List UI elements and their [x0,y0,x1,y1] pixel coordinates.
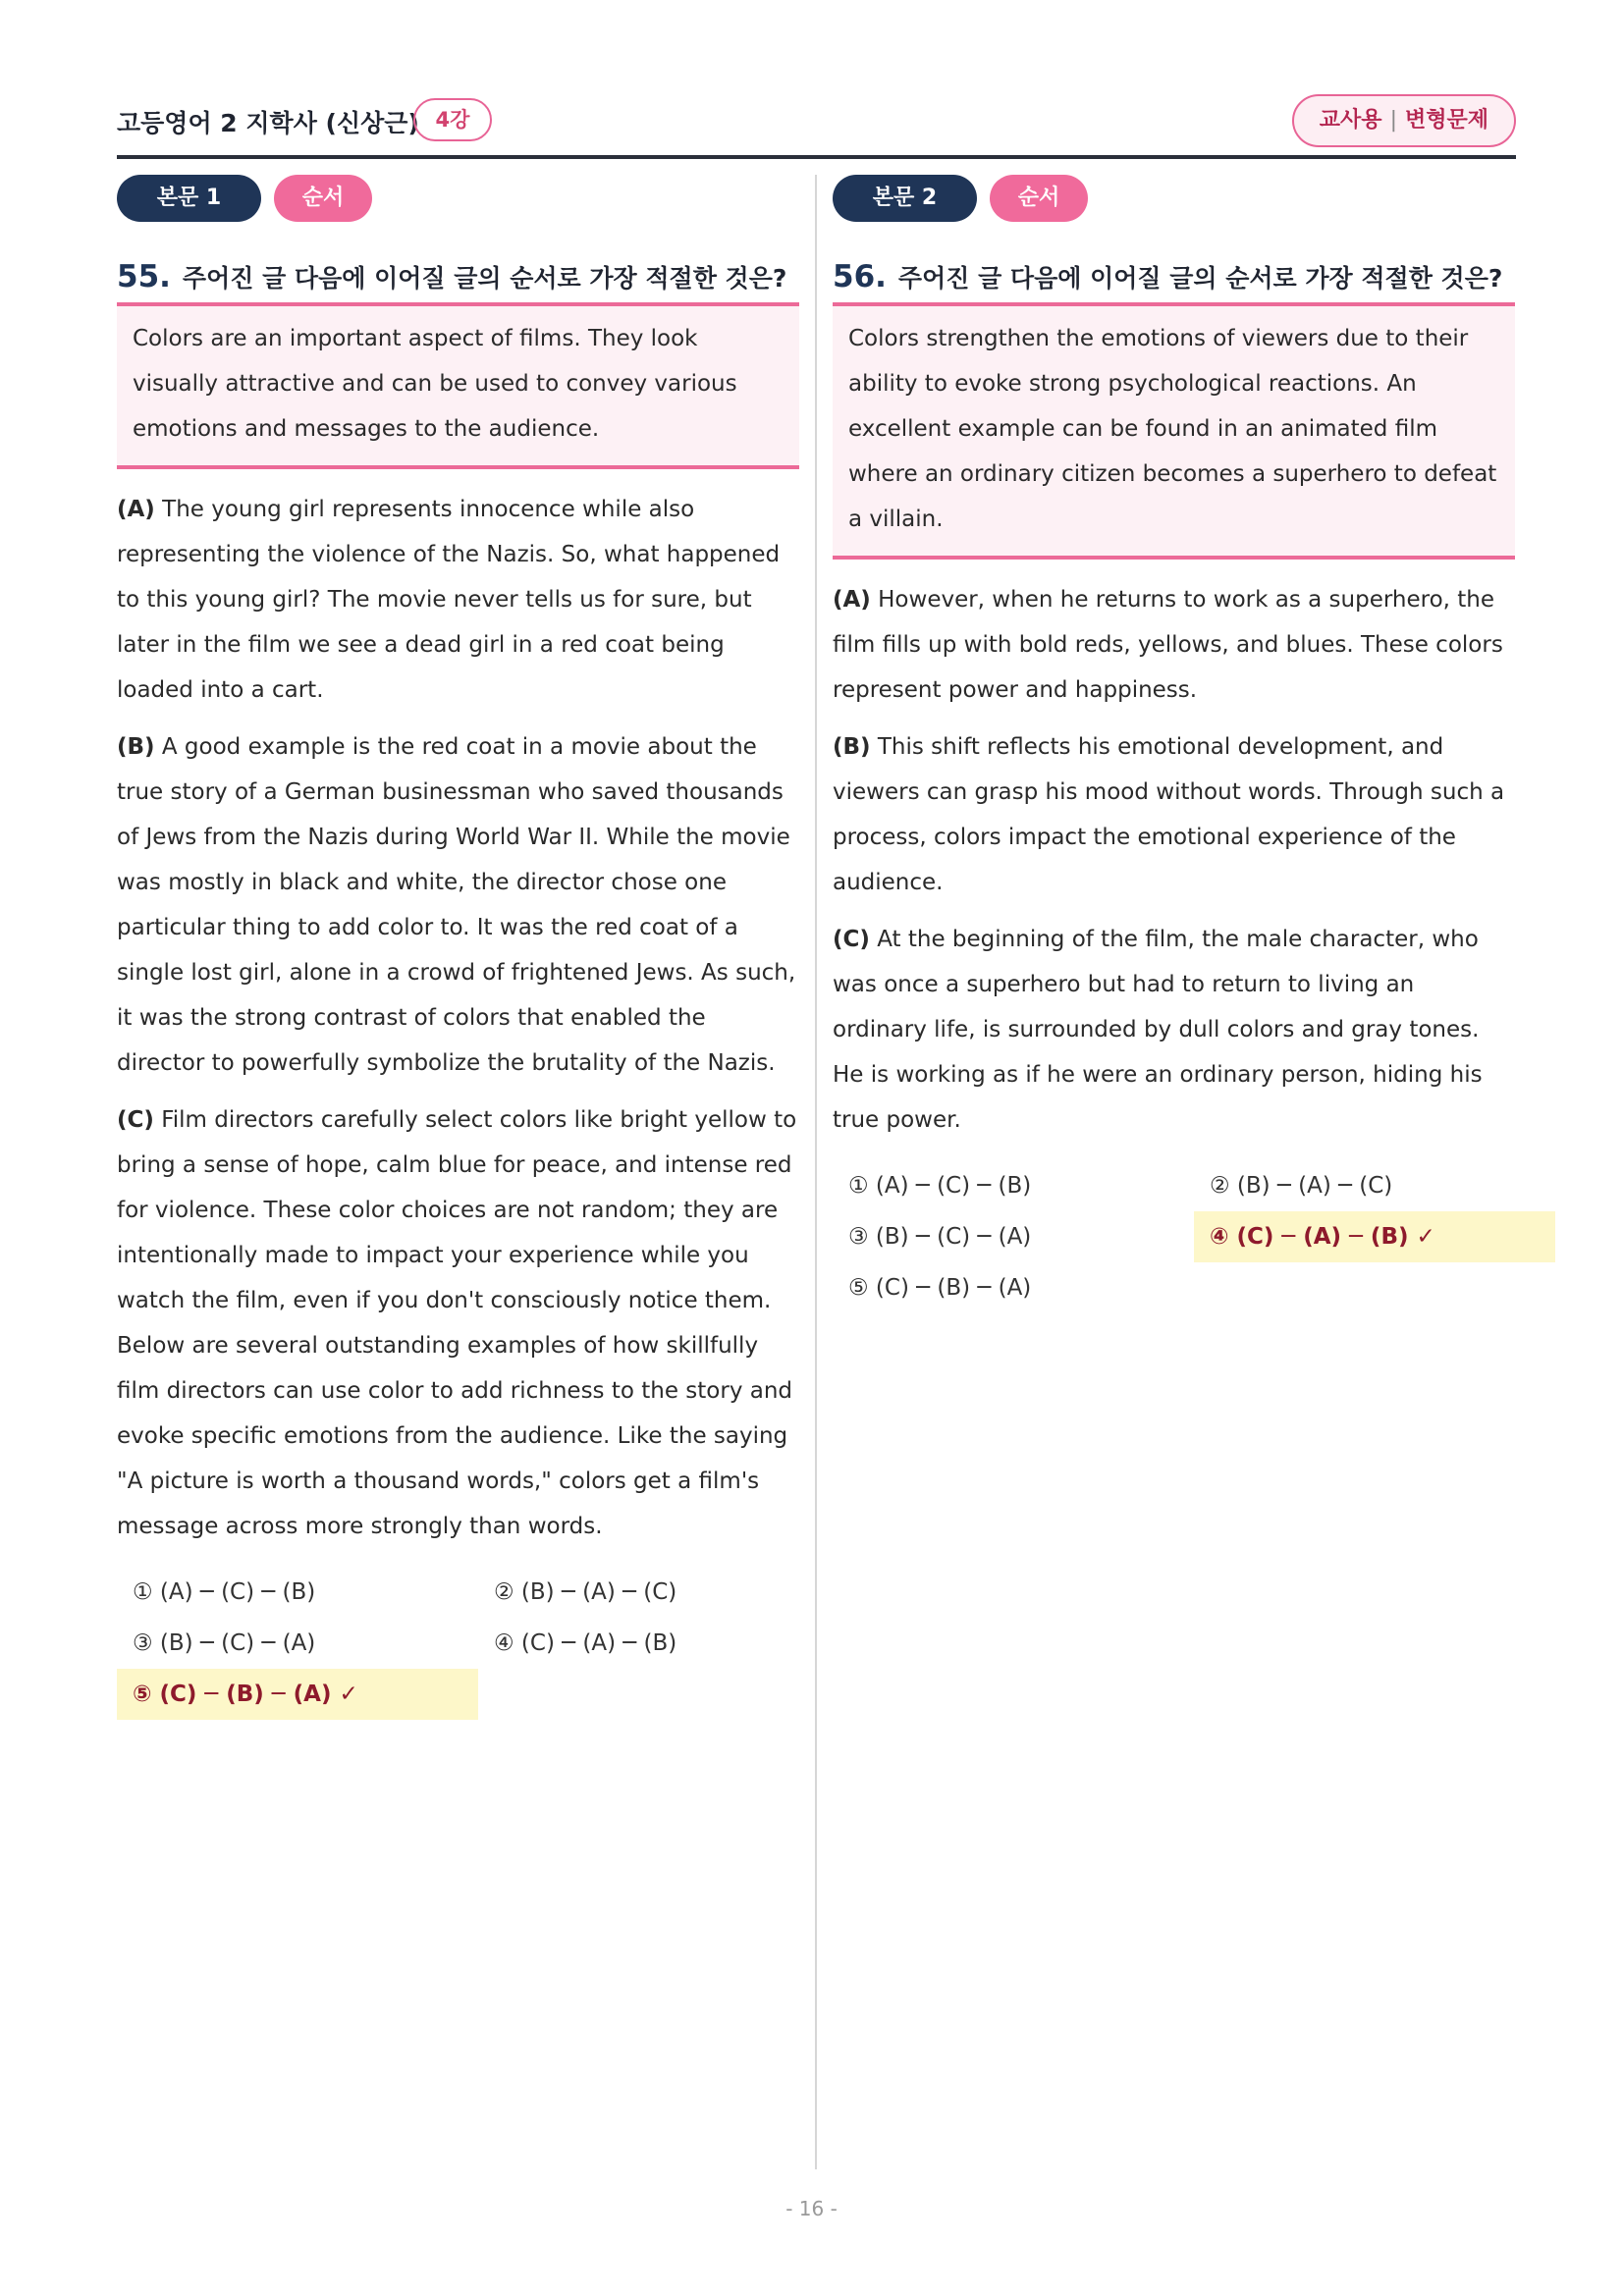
paragraph-a [833,577,1515,713]
choice-2[interactable]: ② (B) ─ (A) ─ (C) [494,1579,677,1605]
paragraph-a [117,487,799,713]
paragraph-c [117,1097,799,1549]
paragraph-text: However, when he returns to work as a superhero, the film fills up with bold reds, yellows, and blues. These colors represent power and happiness. [833,587,1503,703]
category-pill: 순서 [274,175,372,222]
section-tags [833,175,1515,222]
paragraph-text: Film directors carefully select colors like bright yellow to bring a sense of hope, calm blue for peace, and intense red for violence. These color choices are not random; they are intentionally made to impact your experience while you watch the film, even if you don't consciously notice them. Below are several outstanding examples of how skillfully film directors can use color to add richness to the story and evoke specific emotions from the audience. Like the saying "A picture is worth a thousand words," colors get a film's message across more strongly than words. [117,1107,797,1539]
question-56 [833,175,1515,1313]
choice-5[interactable]: ⑤ (C) ─ (B) ─ (A) [848,1275,1032,1301]
given-passage: Colors strengthen the emotions of viewers due to their ability to evoke strong psychological reactions. An excellent example can be found in an animated film where an ordinary citizen becomes a superhero to defeat a villain. [833,302,1515,560]
section-pill: 본문 2 [833,175,977,222]
section-pill: 본문 1 [117,175,261,222]
question-number: 55. [117,259,171,294]
question-prompt: 주어진 글 다음에 이어질 글의 순서로 가장 적절한 것은? [897,264,1503,293]
choice-5-correct[interactable]: ⑤ (C) ─ (B) ─ (A) ✓ [117,1669,478,1720]
paragraph-text: The young girl represents innocence while also representing the violence of the Nazis. So, what happened to this young girl? The movie never tells us for sure, but later in the film we see a dead girl in a red coat being loaded into a cart. [117,497,781,703]
question-title [833,259,1515,298]
passage-paragraphs [833,577,1515,1143]
choice-3[interactable]: ③ (B) ─ (C) ─ (A) [133,1630,316,1656]
given-passage: Colors are an important aspect of films. They look visually attractive and can be used to convey various emotions and messages to the audience. [117,302,799,469]
paragraph-b [833,724,1515,905]
question-number: 56. [833,259,887,294]
passage-paragraphs [117,487,799,1549]
paragraph-label: (C) [117,1107,154,1133]
paragraph-text: A good example is the red coat in a movie about the true story of a German businessman who saved thousands of Jews from the Nazis during World War II. While the movie was mostly in black and white, the director chose one particular thing to add color to. It was the red coat of a single lost girl, alone in a crowd of frightened Jews. As such, it was the strong contrast of colors that enabled the director to powerfully symbolize the brutality of the Nazis. [117,734,796,1076]
choice-1[interactable]: ① (A) ─ (C) ─ (B) [133,1579,316,1605]
answer-choices [117,1567,799,1720]
section-tags [117,175,799,222]
problem-type-label: 변형문제 [1404,108,1488,133]
paragraph-label: (A) [833,587,871,613]
badge-separator: | [1389,108,1397,133]
choice-3[interactable]: ③ (B) ─ (C) ─ (A) [848,1224,1032,1250]
paragraph-label: (A) [117,497,155,522]
paragraph-b [117,724,799,1086]
page-number: - 16 - [785,2197,838,2220]
edition-badge [1292,94,1516,147]
paragraph-label: (C) [833,927,870,952]
question-prompt: 주어진 글 다음에 이어질 글의 순서로 가장 적절한 것은? [182,264,787,293]
paragraph-text: At the beginning of the film, the male character, who was once a superhero but had to return to living an ordinary life, is surrounded by dull colors and gray tones. He is working as if he were an ordinary person, hiding his true power. [833,927,1483,1133]
book-title: 고등영어 2 지학사 (신상근) [117,109,419,137]
choice-2[interactable]: ② (B) ─ (A) ─ (C) [1210,1173,1393,1199]
category-pill: 순서 [990,175,1088,222]
choice-4[interactable]: ④ (C) ─ (A) ─ (B) [494,1630,677,1656]
paragraph-label: (B) [117,734,155,760]
paragraph-c [833,917,1515,1143]
page-header [117,94,1516,159]
lesson-badge: 4강 [413,98,492,141]
choice-1[interactable]: ① (A) ─ (C) ─ (B) [848,1173,1032,1199]
choice-4-correct[interactable]: ④ (C) ─ (A) ─ (B) ✓ [1194,1211,1555,1262]
audience-label: 교사용 [1319,108,1382,133]
column-divider [815,175,817,2169]
question-55 [117,175,799,1720]
paragraph-text: This shift reflects his emotional development, and viewers can grasp his mood without words. Through such a process, colors impact the emotional experience of the audience. [833,734,1505,895]
paragraph-label: (B) [833,734,871,760]
answer-choices [833,1160,1515,1313]
question-title [117,259,799,298]
